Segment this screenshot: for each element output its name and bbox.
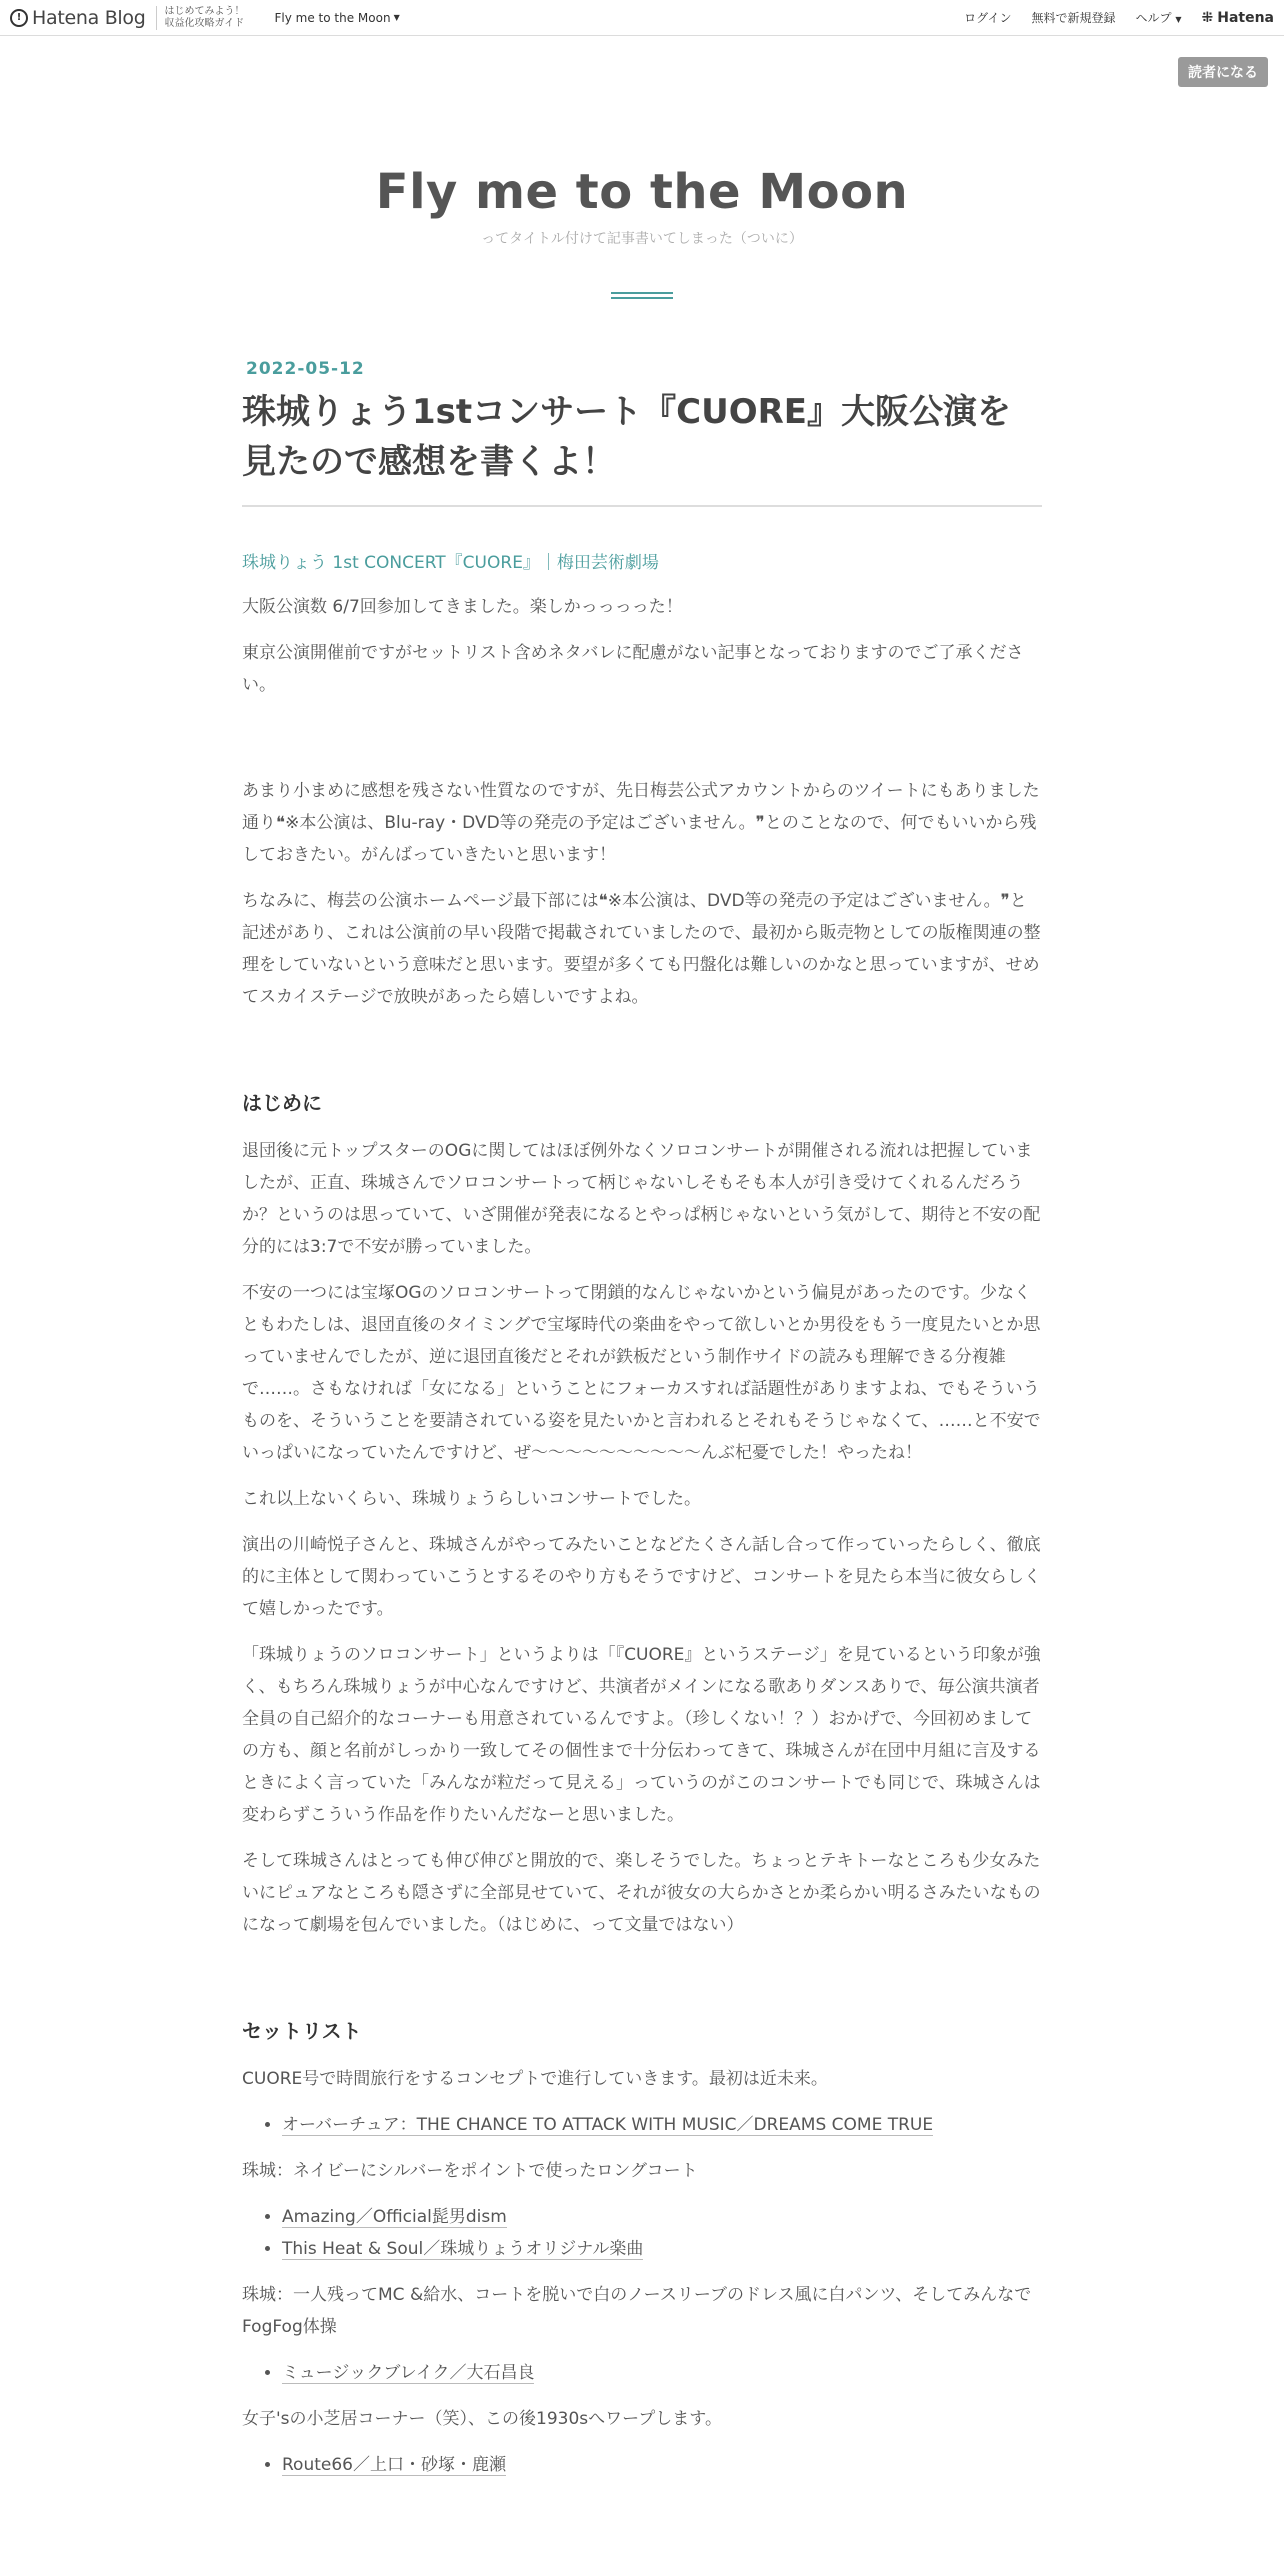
section-heading-setlist: セットリスト <box>242 2019 362 2043</box>
promo-line-1: はじめてみよう！ <box>164 5 245 17</box>
entry-title[interactable]: 珠城りょう1stコンサート『CUORE』大阪公演を見たので感想を書くよ！ <box>242 387 1042 507</box>
entry-date[interactable]: 2022-05-12 <box>246 359 365 379</box>
hatena-dots-icon: ⁜ <box>1201 9 1214 26</box>
hatena-blog-logo[interactable] <box>10 7 146 29</box>
hatena-menu[interactable] <box>1202 10 1275 26</box>
hatena-label: Hatena <box>1217 9 1274 26</box>
paragraph: 退団後に元トップスターのOGに関してはほぼ例外なくソロコンサートが開催される流れは把握していましたが、正直、珠城さんでソロコンサートって柄じゃないしそもそも本人が引き受けてくれるんだろうか？というのは思っていて、いざ開催が発表になるとやっぱ柄じゃないという気がして、期待と不安の配分的には3:7で不安が勝っていました。 <box>242 1141 1041 1257</box>
global-header <box>0 0 1284 36</box>
setlist <box>242 2201 1042 2265</box>
blog-menu-label: Fly me to the Moon <box>274 10 391 25</box>
list-item: • Route66／上口・砂塚・鹿瀬 <box>282 2449 1042 2481</box>
help-menu[interactable] <box>1136 9 1182 26</box>
logo-text: Hatena Blog <box>32 6 146 29</box>
signup-link[interactable]: 無料で新規登録 <box>1031 11 1116 25</box>
paragraph: これ以上ないくらい、珠城りょうらしいコンサートでした。 <box>242 1489 701 1509</box>
blog-title[interactable]: Fly me to the Moon <box>375 164 909 220</box>
paragraph: 珠城：ネイビーにシルバーをポイントで使ったロングコート <box>242 2161 698 2181</box>
hatena-logo-icon: ! <box>10 9 28 27</box>
list-item: • オーバーチュア：THE CHANCE TO ATTACK WITH MUSIC／DREAMS COME TRUE <box>282 2109 1042 2141</box>
login-link[interactable]: ログイン <box>964 11 1012 25</box>
concert-link[interactable]: 珠城りょう 1st CONCERT『CUORE』｜梅田芸術劇場 <box>242 553 659 573</box>
article <box>242 359 1042 2481</box>
setlist <box>242 2109 1042 2141</box>
setlist <box>242 2357 1042 2389</box>
paragraph: ちなみに、梅芸の公演ホームページ最下部には❝※本公演は、DVD等の発売の予定はございません。❞と記述があり、これは公演前の早い段階で掲載されていましたので、最初から販売物としての版権関連の整理をしていないという意味だと思います。要望が多くても円盤化は難しいのかなと思っていますが、せめてスカイステージで放映があったら嬉しいですよね。 <box>242 891 1041 1007</box>
paragraph: 「珠城りょうのソロコンサート」というよりは「『CUORE』というステージ」を見ているという印象が強く、もちろん珠城りょうが中心なんですけど、共演者がメインになる歌ありダンスありで、毎公演共演者全員の自己紹介的なコーナーも用意されているんですよ。（珍しくない！？）おかげで、今回初めましての方も、顔と名前がしっかり一致してその個性まで十分伝わってきて、珠城さんが在団中月組に言及するときによく言っていた「みんなが粒だって見える」っていうのがこのコンサートでも同じで、珠城さんは変わらずこういう作品を作りたいんだなーと思いました。 <box>242 1645 1041 1825</box>
promo-link[interactable] <box>156 6 245 30</box>
paragraph: 不安の一つには宝塚OGのソロコンサートって閉鎖的なんじゃないかという偏見があったのです。少なくともわたしは、退団直後のタイミングで宝塚時代の楽曲をやって欲しいとか男役をもう一度見たいとか思っていませんでしたが、逆に退団直後だとそれが鉄板だという制作サイドの読みも理解できる分複雑で……。さもなければ「女になる」ということにフォーカスすれば話題性がありますよね、でもそういうものを、そういうことを要請されている姿を見たいかと言われるとそれもそうじゃなくて、……と不安でいっぱいになっていたんですけど、ぜ～～～～～～～～～～んぶ杞憂でした！やったね！ <box>242 1283 1041 1463</box>
paragraph: 珠城：一人残ってMC &給水、コートを脱いで白のノースリーブのドレス風に白パンツ、そしてみんなでFogFog体操 <box>242 2285 1032 2337</box>
paragraph: 女子'sの小芝居コーナー（笑）、この後1930sへワープします。 <box>242 2409 722 2429</box>
blog-menu-dropdown[interactable] <box>275 11 400 25</box>
paragraph: 東京公演開催前ですがセットリスト含めネタバレに配慮がない記事となっておりますのでご了承ください。 <box>242 643 1024 695</box>
paragraph: CUORE号で時間旅行をするコンセプトで進行していきます。最初は近未来。 <box>242 2069 828 2089</box>
promo-line-2: 収益化攻略ガイド <box>164 17 245 29</box>
blog-title-box <box>0 164 1284 299</box>
paragraph: 大阪公演数 6/7回参加してきました。楽しかっっっった！ <box>242 597 683 617</box>
paragraph: そして珠城さんはとっても伸び伸びと開放的で、楽しそうでした。ちょっとテキトーなところも少女みたいにピュアなところも隠さずに全部見せていて、それが彼女の大らかさとか柔らかい明るさみたいなものになって劇場を包んでいました。（はじめに、って文量ではない） <box>242 1851 1041 1935</box>
chevron-down-icon: ▼ <box>1175 15 1182 24</box>
paragraph: 演出の川崎悦子さんと、珠城さんがやってみたいことなどたくさん話し合って作っていったらしく、徹底的に主体として関わっていこうとするそのやり方もそうですけど、コンサートを見たら本当に彼女らしくて嬉しかったです。 <box>242 1535 1041 1619</box>
help-label: ヘルプ <box>1135 11 1172 25</box>
paragraph: あまり小まめに感想を残さない性質なのですが、先日梅芸公式アカウントからのツイートにもありました通り❝※本公演は、Blu-ray・DVD等の発売の予定はございません。❞とのことなので、何でもいいから残しておきたい。がんばっていきたいと思います！ <box>242 781 1040 865</box>
chevron-down-icon: ▼ <box>393 13 400 22</box>
setlist <box>242 2449 1042 2481</box>
section-heading-intro: はじめに <box>242 1091 322 1115</box>
entry-content <box>242 547 1042 2481</box>
list-item: • ミュージックブレイク／大石昌良 <box>282 2357 1042 2389</box>
subscribe-button[interactable]: 読者になる <box>1178 57 1268 87</box>
blog-description: ってタイトル付けて記事書いてしまった（ついに） <box>481 231 803 247</box>
list-item: • Amazing／Official髭男dism <box>282 2201 1042 2233</box>
title-divider <box>611 292 673 299</box>
list-item: • This Heat & Soul／珠城りょうオリジナル楽曲 <box>282 2233 1042 2265</box>
